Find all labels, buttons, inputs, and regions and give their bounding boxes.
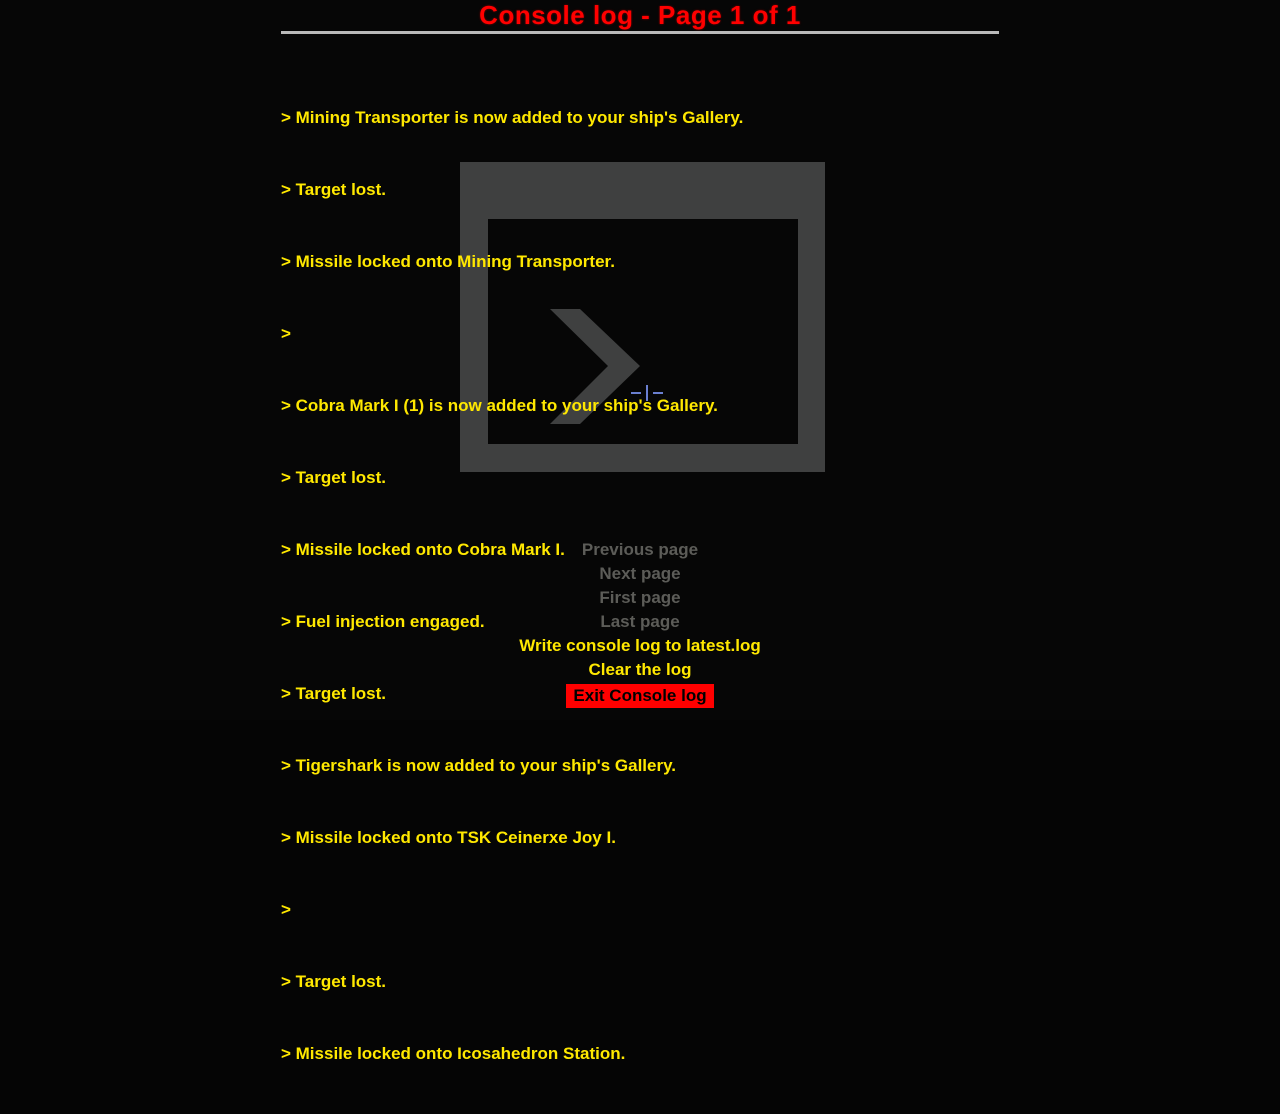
console-log-line: >	[281, 900, 291, 919]
console-log-line: > Mining Transporter is now added to your ship's Gallery.	[281, 108, 744, 127]
menu-item-previous-page[interactable]: Previous page	[581, 540, 699, 559]
menu-item-exit-console-log[interactable]: Exit Console log	[566, 684, 713, 708]
console-log-line: >	[281, 324, 291, 343]
menu-item-clear-log[interactable]: Clear the log	[588, 660, 692, 679]
console-log-line: > Missile locked onto Mining Transporter.	[281, 252, 615, 271]
console-log-line: > Missile locked onto Icosahedron Station.	[281, 1044, 626, 1063]
console-log-line: > Target lost.	[281, 972, 387, 991]
menu-item-first-page[interactable]: First page	[599, 588, 681, 607]
console-log-line: > Target lost.	[281, 180, 387, 199]
menu-item-write-console-log[interactable]: Write console log to latest.log	[519, 636, 761, 655]
menu-item-next-page[interactable]: Next page	[599, 564, 681, 583]
console-log-line: > Target lost.	[281, 684, 387, 703]
console-log-line: > Cobra Mark I (1) is now added to your ship's Gallery.	[281, 396, 718, 415]
console-log-line: > Missile locked onto TSK Ceinerxe Joy I.	[281, 828, 616, 847]
console-log-line: > Missile locked onto Cobra Mark I.	[281, 540, 565, 559]
title-divider	[281, 31, 999, 34]
menu-item-last-page[interactable]: Last page	[600, 612, 680, 631]
menu-item-exit-console-log-wrap	[0, 684, 1280, 708]
page-title: Console log - Page 1 of 1	[479, 0, 801, 30]
console-log-line: > Fuel injection engaged.	[281, 612, 485, 631]
console-log-line: > Tigershark is now added to your ship's Gallery.	[281, 756, 677, 775]
console-log-menu	[0, 538, 1280, 708]
console-log-line: > Target lost.	[281, 468, 387, 487]
